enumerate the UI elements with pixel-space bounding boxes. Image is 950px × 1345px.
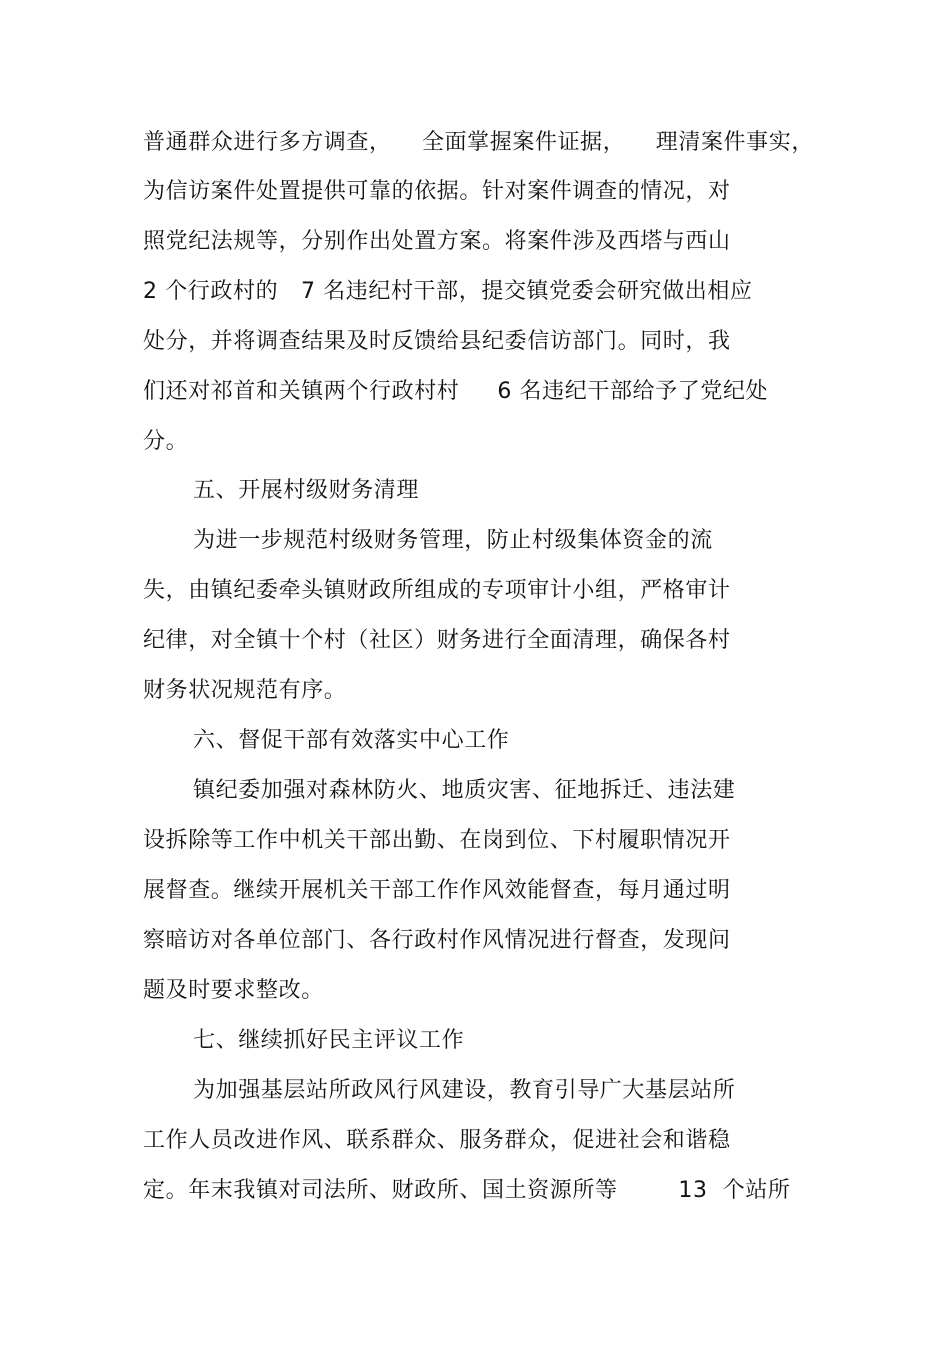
text-line: 2 个行政村的 7 名违纪村干部，提交镇党委会研究做出相应 bbox=[143, 279, 753, 304]
text-line: 们还对祁首和关镇两个行政村村 6 名违纪干部给予了党纪处 bbox=[143, 379, 769, 404]
text-line: 为加强基层站所政风行风建设，教育引导广大基层站所 bbox=[193, 1078, 736, 1103]
text-line: 纪律，对全镇十个村（社区）财务进行全面清理，确保各村 bbox=[143, 628, 731, 653]
text-line: 为进一步规范村级财务管理，防止村级集体资金的流 bbox=[193, 528, 713, 553]
text-line: 财务状况规范有序。 bbox=[143, 678, 347, 703]
section-heading: 五、开展村级财务清理 bbox=[193, 478, 420, 503]
text-line: 设拆除等工作中机关干部出勤、在岗到位、下村履职情况开 bbox=[143, 828, 731, 853]
text-line: 定。年末我镇对司法所、财政所、国土资源所等 13 个站所 bbox=[143, 1178, 791, 1203]
section-heading: 六、督促干部有效落实中心工作 bbox=[193, 728, 510, 753]
text-line: 处分，并将调查结果及时反馈给县纪委信访部门。同时，我 bbox=[143, 329, 731, 354]
text-line: 分。 bbox=[143, 429, 189, 454]
text-line: 照党纪法规等，分别作出处置方案。将案件涉及西塔与西山 bbox=[143, 229, 731, 254]
text-line: 普通群众进行多方调查， 全面掌握案件证据， 理清案件事实， bbox=[143, 130, 814, 155]
section-heading: 七、继续抓好民主评议工作 bbox=[193, 1028, 465, 1053]
text-line: 镇纪委加强对森林防火、地质灾害、征地拆迁、违法建 bbox=[193, 778, 736, 803]
text-line: 展督查。继续开展机关干部工作作风效能督查，每月通过明 bbox=[143, 878, 731, 903]
text-line: 失，由镇纪委牵头镇财政所组成的专项审计小组，严格审计 bbox=[143, 578, 731, 603]
text-line: 工作人员改进作风、联系群众、服务群众，促进社会和谐稳 bbox=[143, 1128, 731, 1153]
text-line: 题及时要求整改。 bbox=[143, 978, 324, 1003]
text-line: 察暗访对各单位部门、各行政村作风情况进行督查，发现问 bbox=[143, 928, 731, 953]
text-line: 为信访案件处置提供可靠的依据。针对案件调查的情况，对 bbox=[143, 179, 731, 204]
